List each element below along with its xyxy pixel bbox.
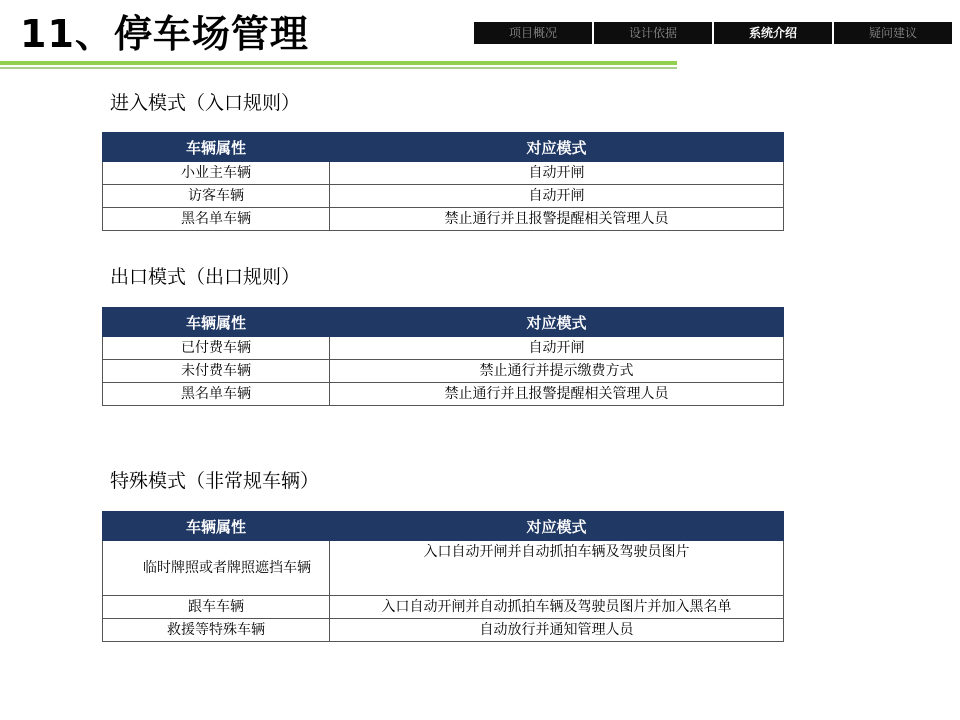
- table-header-row: [103, 308, 784, 337]
- table-cell: 已付费车辆: [103, 337, 330, 360]
- table-cell: 临时牌照或者牌照遮挡车辆: [103, 541, 330, 596]
- tab-system-intro[interactable]: 系统介绍: [714, 22, 832, 44]
- header-divider: [0, 61, 677, 65]
- table-row: [103, 619, 784, 642]
- section-title-exit: 出口模式（出口规则）: [110, 266, 301, 288]
- table-cell: 未付费车辆: [103, 360, 330, 383]
- tab-project-overview[interactable]: 项目概况: [474, 22, 592, 44]
- column-header: 车辆属性: [103, 133, 330, 162]
- tab-questions[interactable]: 疑问建议: [834, 22, 952, 44]
- table-row: [103, 337, 784, 360]
- table-cell: 禁止通行并且报警提醒相关管理人员: [330, 208, 784, 231]
- table-header-row: [103, 133, 784, 162]
- table-cell: 入口自动开闸并自动抓拍车辆及驾驶员图片并加入黑名单: [330, 596, 784, 619]
- table-header-row: [103, 512, 784, 541]
- table-row: [103, 383, 784, 406]
- table-row: [103, 208, 784, 231]
- nav-tabs: [474, 22, 954, 44]
- column-header: 对应模式: [330, 512, 784, 541]
- table-row: [103, 185, 784, 208]
- table-row: [103, 162, 784, 185]
- table-cell: 自动放行并通知管理人员: [330, 619, 784, 642]
- table-cell: 小业主车辆: [103, 162, 330, 185]
- table-cell: 自动开闸: [330, 185, 784, 208]
- header-divider-secondary: [0, 67, 677, 69]
- table-row: [103, 360, 784, 383]
- tab-design-basis[interactable]: 设计依据: [594, 22, 712, 44]
- column-header: 对应模式: [330, 133, 784, 162]
- table-cell: 救援等特殊车辆: [103, 619, 330, 642]
- section-title-special: 特殊模式（非常规车辆）: [110, 470, 320, 492]
- section-title-entry: 进入模式（入口规则）: [110, 92, 301, 114]
- table-row: [103, 596, 784, 619]
- table-cell: 自动开闸: [330, 162, 784, 185]
- table-cell: 黑名单车辆: [103, 383, 330, 406]
- table-cell: 禁止通行并提示缴费方式: [330, 360, 784, 383]
- table-cell: 黑名单车辆: [103, 208, 330, 231]
- column-header: 车辆属性: [103, 308, 330, 337]
- table-cell: 入口自动开闸并自动抓拍车辆及驾驶员图片: [330, 541, 784, 596]
- table-cell: 自动开闸: [330, 337, 784, 360]
- entry-rules-table: [102, 132, 784, 231]
- table-row: [103, 541, 784, 596]
- page-title: 11、停车场管理: [20, 12, 309, 56]
- table-cell: 跟车车辆: [103, 596, 330, 619]
- column-header: 对应模式: [330, 308, 784, 337]
- table-cell: 访客车辆: [103, 185, 330, 208]
- table-cell: 禁止通行并且报警提醒相关管理人员: [330, 383, 784, 406]
- exit-rules-table: [102, 307, 784, 406]
- column-header: 车辆属性: [103, 512, 330, 541]
- special-rules-table: [102, 511, 784, 642]
